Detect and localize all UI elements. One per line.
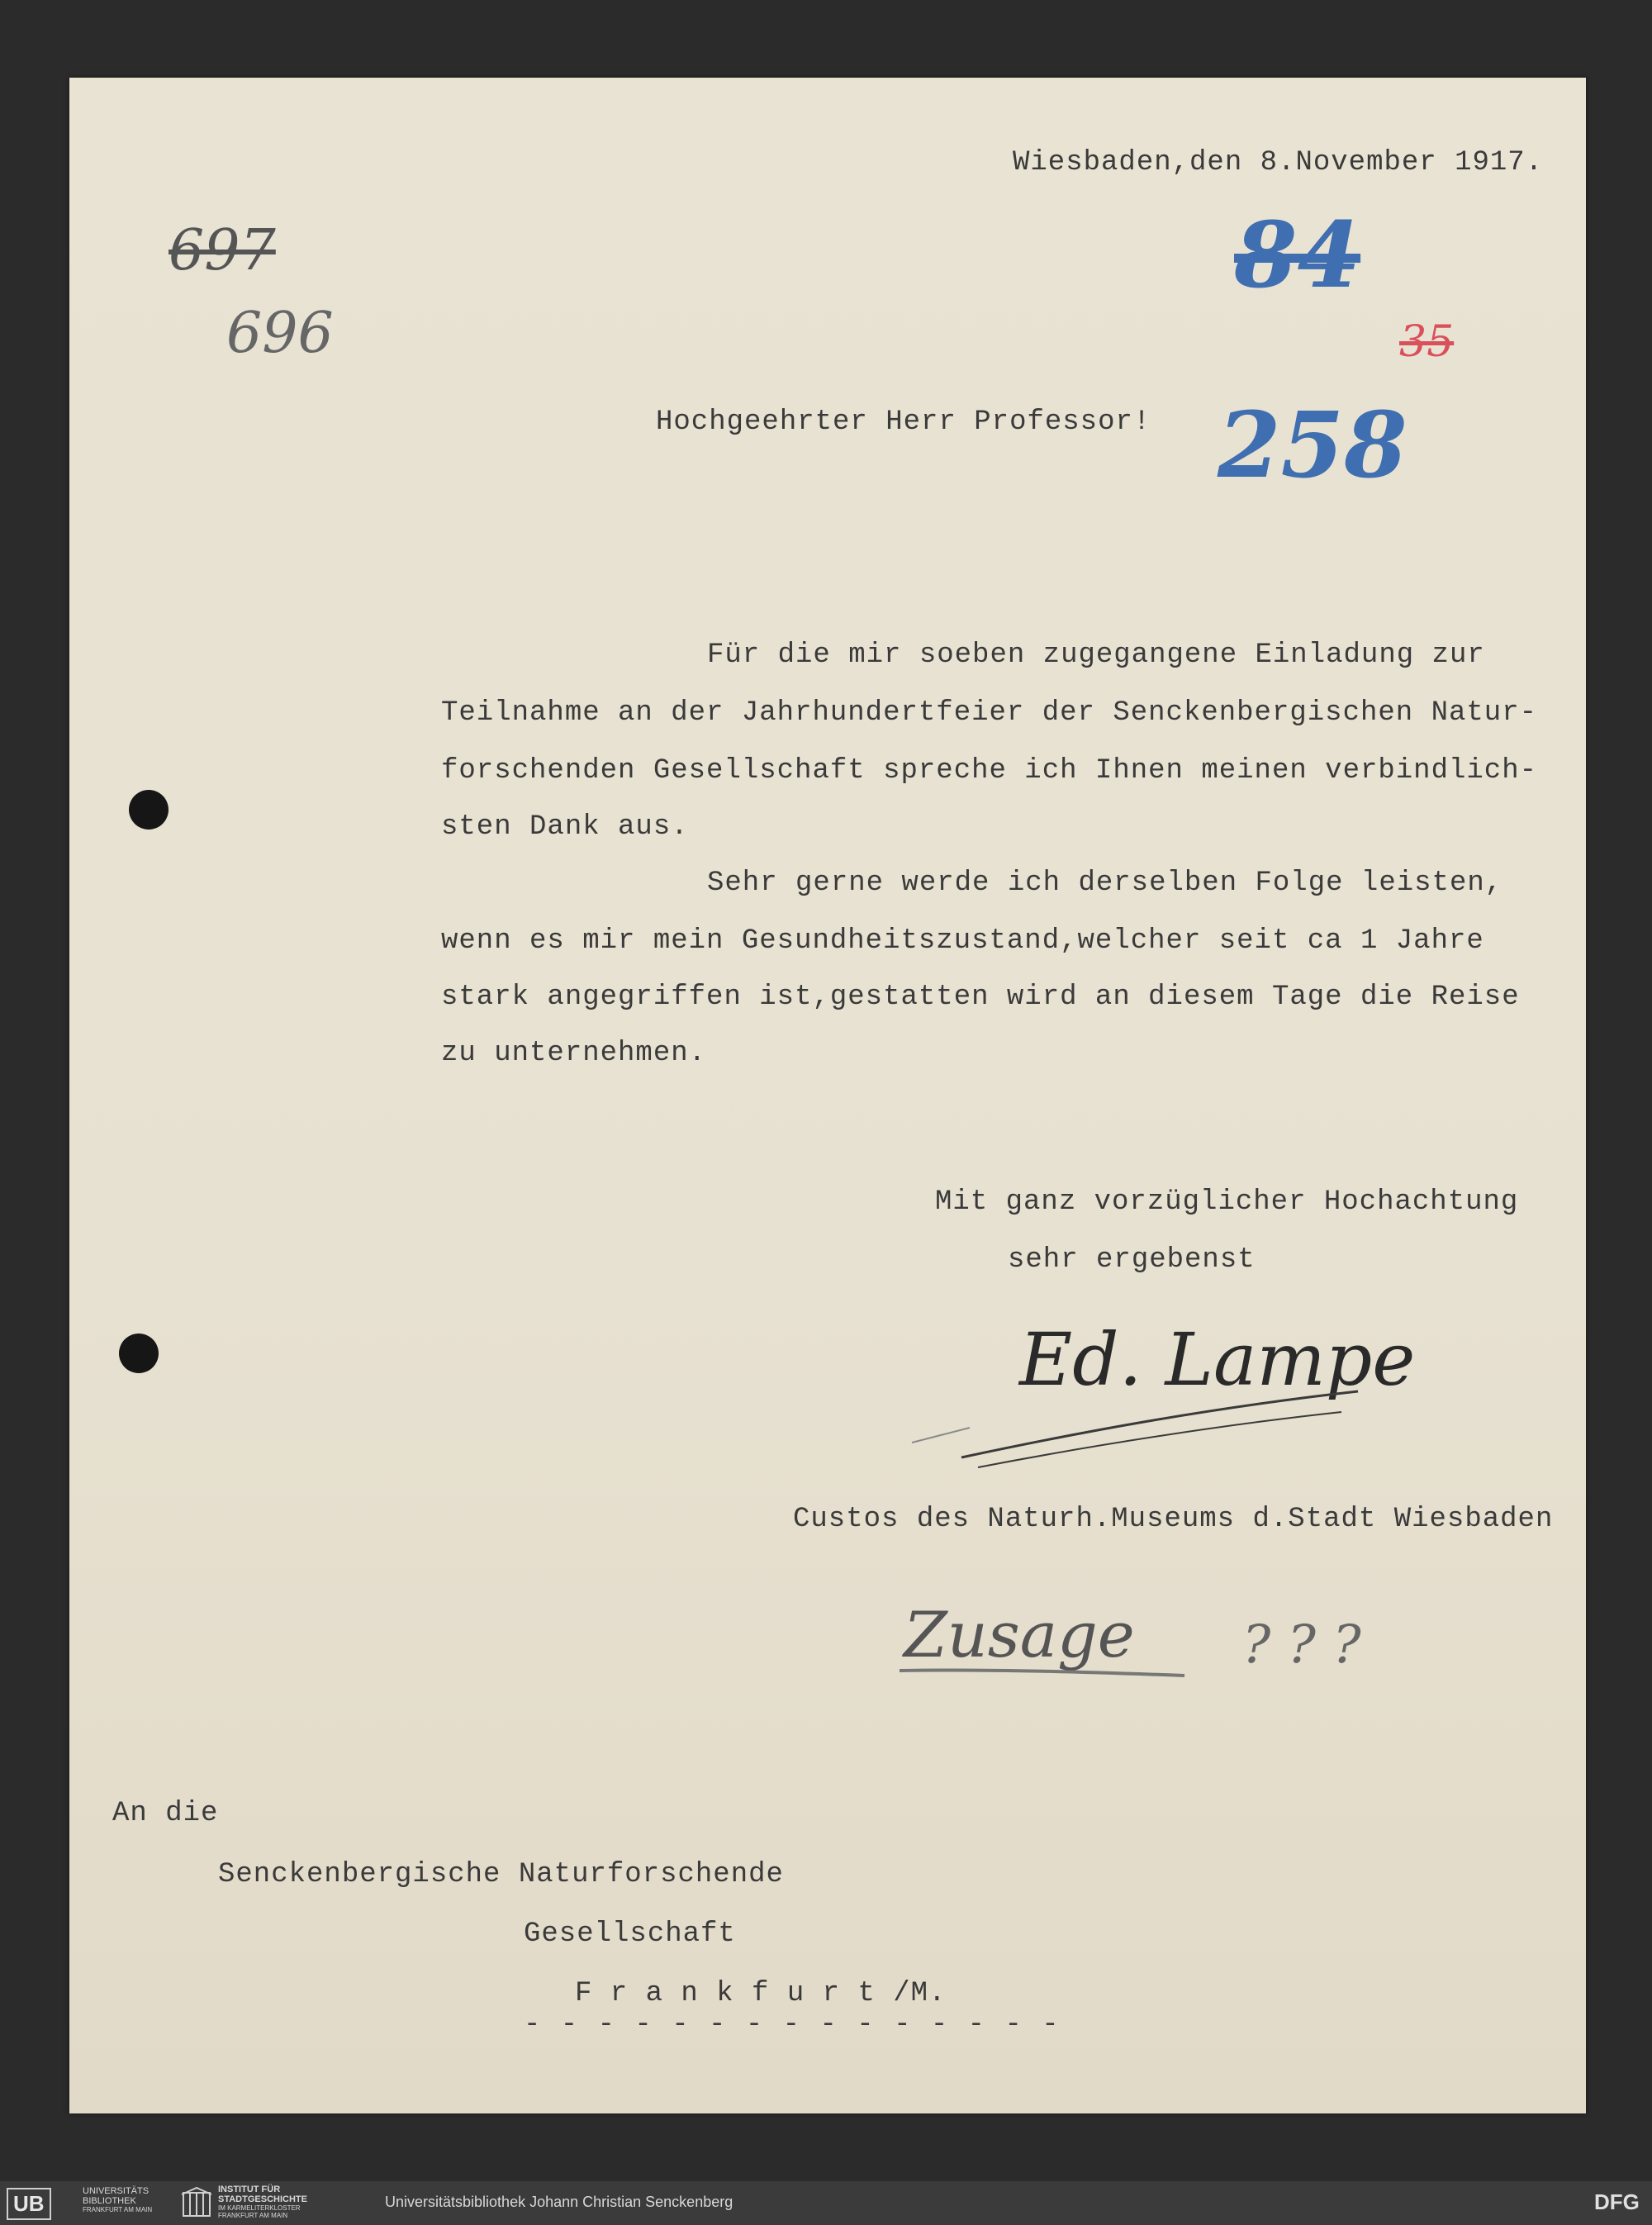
signature: Ed. Lampe (1019, 1317, 1416, 1402)
letter-page (69, 78, 1586, 2113)
struck-red-number: 35 (1399, 317, 1455, 367)
punch-hole-bottom (119, 1334, 159, 1373)
salutation: Hochgeehrter Herr Professor! (656, 406, 1151, 438)
pencil-note-underline (895, 1664, 1193, 1681)
number-left: 696 (226, 301, 334, 366)
signature-flourish (895, 1367, 1391, 1482)
institute-line-4: FRANKFURT AM MAIN (218, 2212, 288, 2219)
punch-hole-top (129, 790, 169, 830)
number-right: 258 (1218, 392, 1408, 498)
date-line: Wiesbaden,den 8.November 1917. (1013, 147, 1544, 178)
struck-number-left: 697 (169, 218, 276, 283)
dfg-logo: DFG (1594, 2189, 1640, 2214)
institute-logo-text (218, 2185, 350, 2219)
ub-logo-line-2: BIBLIOTHEK (83, 2196, 136, 2206)
body-line-1: Für die mir soeben zugegangene Einladung zur (707, 639, 1485, 671)
institute-line-2: STADTGESCHICHTE (218, 2194, 307, 2204)
footer-bar (0, 2181, 1652, 2225)
body-line-8: zu unternehmen. (441, 1038, 707, 1069)
footer-credit: Universitätsbibliothek Johann Christian Senckenberg (385, 2194, 733, 2210)
institute-line-1: INSTITUT FÜR (218, 2185, 281, 2194)
ub-logo-text (83, 2186, 173, 2213)
pencil-note: Zusage (904, 1598, 1135, 1671)
title-line: Custos des Naturh.Museums d.Stadt Wiesbaden (793, 1504, 1554, 1535)
body-line-7: stark angegriffen ist,gestatten wird an diesem Tage die Reise (441, 982, 1520, 1013)
question-marks: ? ? ? (1242, 1614, 1361, 1676)
ub-logo-line-1: UNIVERSITÄTS (83, 2186, 150, 2196)
address-line-1: An die (112, 1798, 219, 1829)
address-underline: - - - - - - - - - - - - - - - (524, 2009, 1061, 2041)
body-line-3: forschenden Gesellschaft spreche ich Ihnen meinen verbindlich- (441, 755, 1538, 787)
closing-line-2: sehr ergebenst (1008, 1244, 1256, 1276)
address-line-2: Senckenbergische Naturforschende (218, 1859, 784, 1890)
address-line-3: Gesellschaft (524, 1918, 736, 1950)
body-line-5: Sehr gerne werde ich derselben Folge leisten, (707, 868, 1503, 899)
address-line-4: F r a n k f u r t /M. (575, 1978, 947, 2009)
closing-line-1: Mit ganz vorzüglicher Hochachtung (935, 1186, 1519, 1218)
body-line-6: wenn es mir mein Gesundheitszustand,welcher seit ca 1 Jahre (441, 925, 1484, 957)
body-line-4: sten Dank aus. (441, 811, 689, 843)
ub-logo-line-3: FRANKFURT AM MAIN (83, 2206, 153, 2213)
institute-logo-icon (180, 2186, 213, 2219)
ub-logo: UB (7, 2188, 51, 2220)
body-line-2: Teilnahme an der Jahrhundertfeier der Senckenbergischen Natur- (441, 697, 1538, 729)
institute-line-3: IM KARMELITERKLOSTER (218, 2204, 301, 2212)
struck-number-right: 84 (1234, 202, 1361, 308)
